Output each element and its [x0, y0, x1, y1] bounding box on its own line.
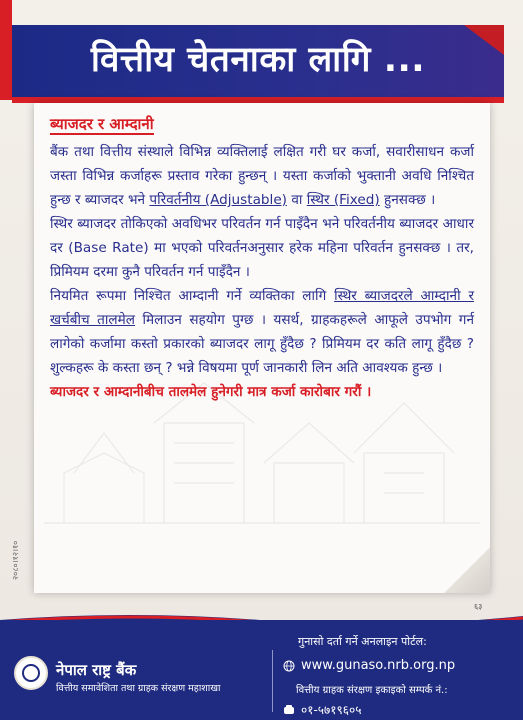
- paragraph-3-text-b: मिलाउन सहयोग पुग्छ । यसर्थ, ग्राहकहरूले आफूले उपभोग गर्न लागेको कर्जामा कस्तो प्रकारको ब्याजदर लागू हुँदैछ ? प्रिमियम दर कति लागू हुँदैछ ? शुल्कहरू के कस्ता छन् ? भन्ने विषयमा पूर्ण जानकारी लिन अति आवश्यक हुन्छ ।: [50, 312, 474, 376]
- fixed-rate-highlight: स्थिर ब्याजदरले आम्दानी र खर्चबीच तालमेल: [50, 288, 475, 328]
- side-date: २०८०।१२।१०: [11, 540, 20, 580]
- adjustable-term: परिवर्तनीय (Adjustable): [149, 192, 287, 208]
- paragraph-1-text-a: बैंक तथा वित्तीय संस्थाले विभिन्न व्यक्तिलाई लक्षित गरी घर कर्जा, सवारीसाधन कर्जा जस्ता विभिन्न कर्जाहरू प्रस्ताव गरेका हुन्छन् । यस्ता कर्जाको भुक्तानी अवधि निश्चित हुन्छ र ब्याजदर भने: [50, 144, 474, 208]
- globe-icon: [283, 660, 295, 672]
- complaint-portal-label: गुनासो दर्ता गर्ने अनलाइन पोर्टल:: [298, 635, 427, 648]
- footer-divider: [272, 650, 273, 712]
- header-banner: [12, 25, 504, 103]
- section-heading: ब्याजदर र आम्दानी: [50, 115, 154, 133]
- nrb-logo: [14, 656, 48, 690]
- phone-number[interactable]: ०१-५७१९६०५: [301, 703, 362, 717]
- phone-icon: [283, 704, 295, 716]
- article: [50, 113, 474, 404]
- bank-name: नेपाल राष्ट्र बैंक: [56, 661, 137, 679]
- paragraph-1-text-b: वा: [287, 192, 307, 208]
- closing-message: ब्याजदर र आम्दानीबीच तालमेल हुनेगरी मात्र कर्जा कारोबार गरौं ।: [50, 384, 372, 400]
- page-curl: [444, 547, 490, 593]
- paragraph-3: [50, 284, 474, 380]
- paragraph-1-text-c: हुनसक्छ ।: [379, 192, 436, 208]
- paragraph-3-text-a: नियमित रूपमा निश्चित आम्दानी गर्ने व्यक्तिका लागि: [50, 288, 335, 304]
- page-number: ६३: [474, 602, 483, 611]
- paragraph-2: स्थिर ब्याजदर तोकिएको अवधिभर परिवर्तन गर्न पाइँदैन भने परिवर्तनीय ब्याजदर आधार दर (Base Rate) मा भएको परिवर्तनअनुसार हरेक महिना परिवर्तन हुनसक्छ । तर, प्रिमियम दरमा कुनै परिवर्तन गर्न पाइँदैन ।: [50, 216, 474, 280]
- website-row: [283, 658, 455, 673]
- banner-accent: [0, 0, 12, 100]
- paragraph-1: [50, 140, 474, 212]
- page-title: वित्तीय चेतनाका लागि ...: [90, 40, 426, 80]
- fixed-term: स्थिर (Fixed): [306, 192, 380, 208]
- website-link[interactable]: www.gunaso.nrb.org.np: [301, 658, 456, 673]
- contact-label: वित्तीय ग्राहक संरक्षण इकाइको सम्पर्क नं.:: [296, 685, 448, 696]
- phone-row: [283, 701, 362, 718]
- department-name: वित्तीय समावेशिता तथा ग्राहक संरक्षण महाशाखा: [56, 683, 221, 694]
